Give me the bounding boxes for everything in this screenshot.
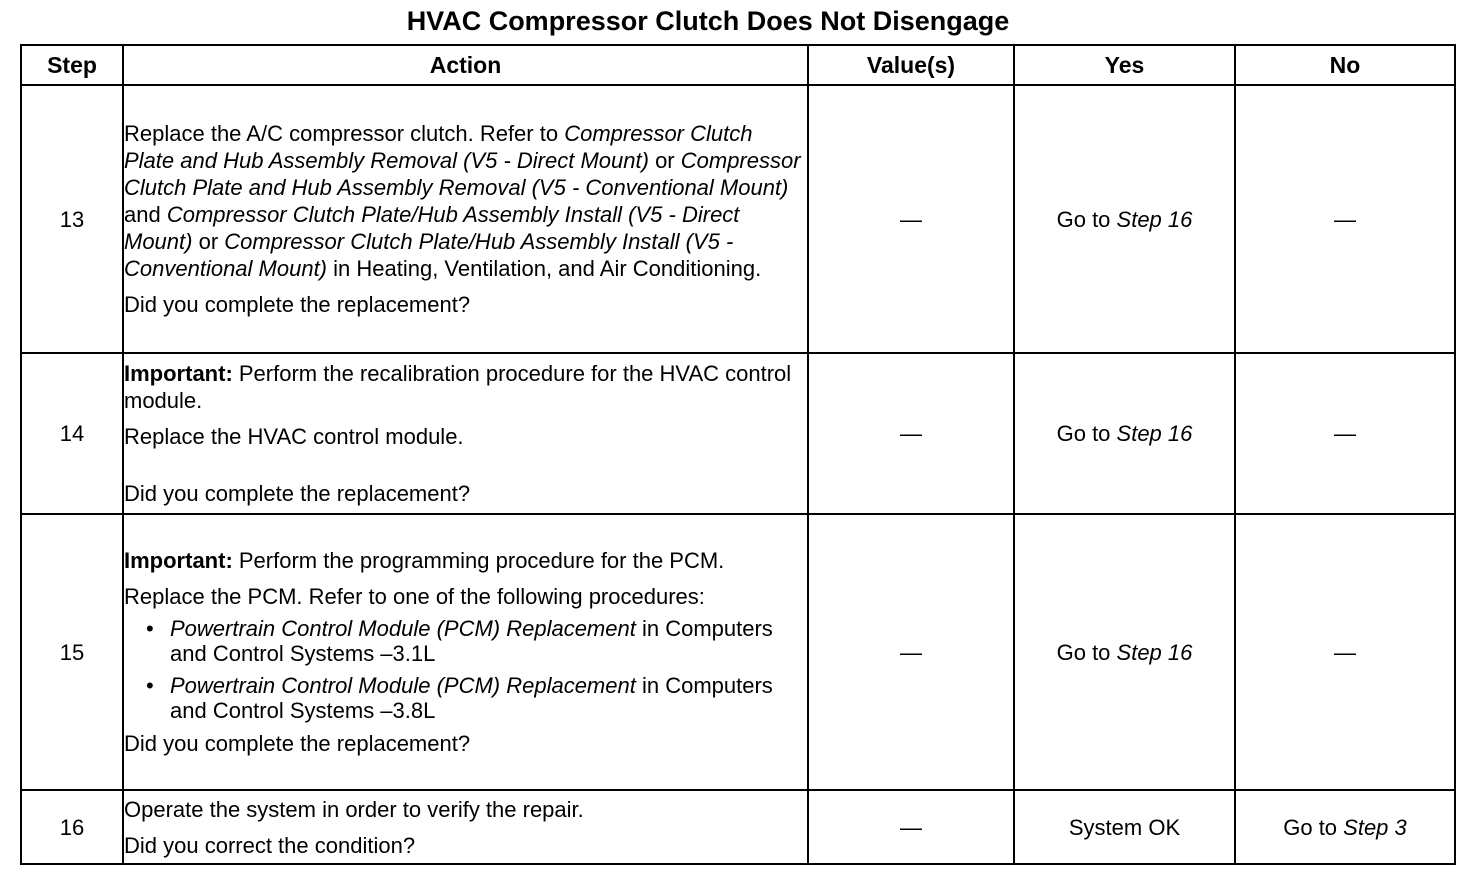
table-row [21, 790, 1455, 864]
bullet-icon: • [146, 616, 154, 641]
action-cell [123, 353, 808, 514]
list-item: • Powertrain Control Module (PCM) Replacement in Computers and Control Systems –3.1L [146, 616, 773, 666]
yes-cell: Go to Step 16 [1014, 85, 1235, 353]
important-note: Important: Perform the programming procedure for the PCM. [124, 548, 725, 573]
no-cell: — [1235, 514, 1455, 790]
header-values: Value(s) [808, 45, 1014, 85]
header-step: Step [21, 45, 123, 85]
header-yes: Yes [1014, 45, 1235, 85]
goto-step-link: Step 16 [1116, 421, 1193, 446]
value-cell: — [808, 85, 1014, 353]
bullet-icon: • [146, 673, 154, 698]
reference-link: Powertrain Control Module (PCM) Replacement [170, 616, 636, 641]
reference-link: Compressor Clutch Plate/Hub Assembly Install (V5 - Conventional Mount) [124, 229, 734, 281]
no-cell: — [1235, 353, 1455, 514]
action-text: Replace the A/C compressor clutch. Refer to Compressor Clutch Plate and Hub Assembly Removal (V5 - Direct Mount) or Compressor Clutch Plate and Hub Assembly Removal (V5 - Conventional Mount) and Compressor Clutch Plate/Hub Assembly Install (V5 - Direct Mount) or Compressor Clutch Plate/Hub Assembly Install (V5 - Conventional Mount) in Heating, Ventilation, and Air Conditioning. [124, 121, 801, 281]
reference-link: Compressor Clutch Plate and Hub Assembly Removal (V5 - Direct Mount) [124, 121, 753, 173]
step-number: 14 [21, 353, 123, 514]
action-question: Did you complete the replacement? [124, 731, 471, 756]
table-header-row [21, 45, 1455, 85]
step-number: 13 [21, 85, 123, 353]
header-no: No [1235, 45, 1455, 85]
yes-cell: System OK [1014, 790, 1235, 864]
procedure-list [124, 616, 807, 723]
action-question: Did you complete the replacement? [124, 481, 471, 506]
action-text: Operate the system in order to verify the repair. [124, 796, 584, 822]
action-text: Replace the HVAC control module. [124, 424, 464, 449]
diagnostic-table [20, 44, 1456, 865]
action-cell [123, 790, 808, 864]
value-cell: — [808, 514, 1014, 790]
yes-cell: Go to Step 16 [1014, 353, 1235, 514]
step-number: 15 [21, 514, 123, 790]
value-cell: — [808, 790, 1014, 864]
header-action: Action [123, 45, 808, 85]
goto-step-link: Step 16 [1116, 206, 1193, 232]
important-label: Important: [124, 548, 233, 573]
value-cell: — [808, 353, 1014, 514]
action-question: Did you complete the replacement? [124, 292, 471, 317]
no-cell: Go to Step 3 [1235, 790, 1455, 864]
action-cell [123, 85, 808, 353]
list-item: • Powertrain Control Module (PCM) Replacement in Computers and Control Systems –3.8L [146, 673, 773, 723]
reference-link: Compressor Clutch Plate/Hub Assembly Install (V5 - Direct Mount) [124, 202, 740, 254]
action-cell [123, 514, 808, 790]
reference-link: Powertrain Control Module (PCM) Replacement [170, 673, 636, 698]
important-note: Important: Perform the recalibration procedure for the HVAC control module. [124, 361, 792, 413]
page-title: HVAC Compressor Clutch Does Not Disengage [406, 6, 1010, 36]
goto-step-link: Step 3 [1343, 814, 1407, 840]
important-label: Important: [124, 361, 233, 386]
goto-step-link: Step 16 [1116, 639, 1193, 665]
table-row [21, 514, 1455, 790]
reference-link: Compressor Clutch Plate and Hub Assembly Removal (V5 - Conventional Mount) [124, 148, 801, 200]
action-text: Replace the PCM. Refer to one of the following procedures: [124, 584, 705, 609]
table-row [21, 85, 1455, 353]
no-cell: — [1235, 85, 1455, 353]
table-row [21, 353, 1455, 514]
action-question: Did you correct the condition? [124, 832, 416, 858]
step-number: 16 [21, 790, 123, 864]
yes-cell: Go to Step 16 [1014, 514, 1235, 790]
